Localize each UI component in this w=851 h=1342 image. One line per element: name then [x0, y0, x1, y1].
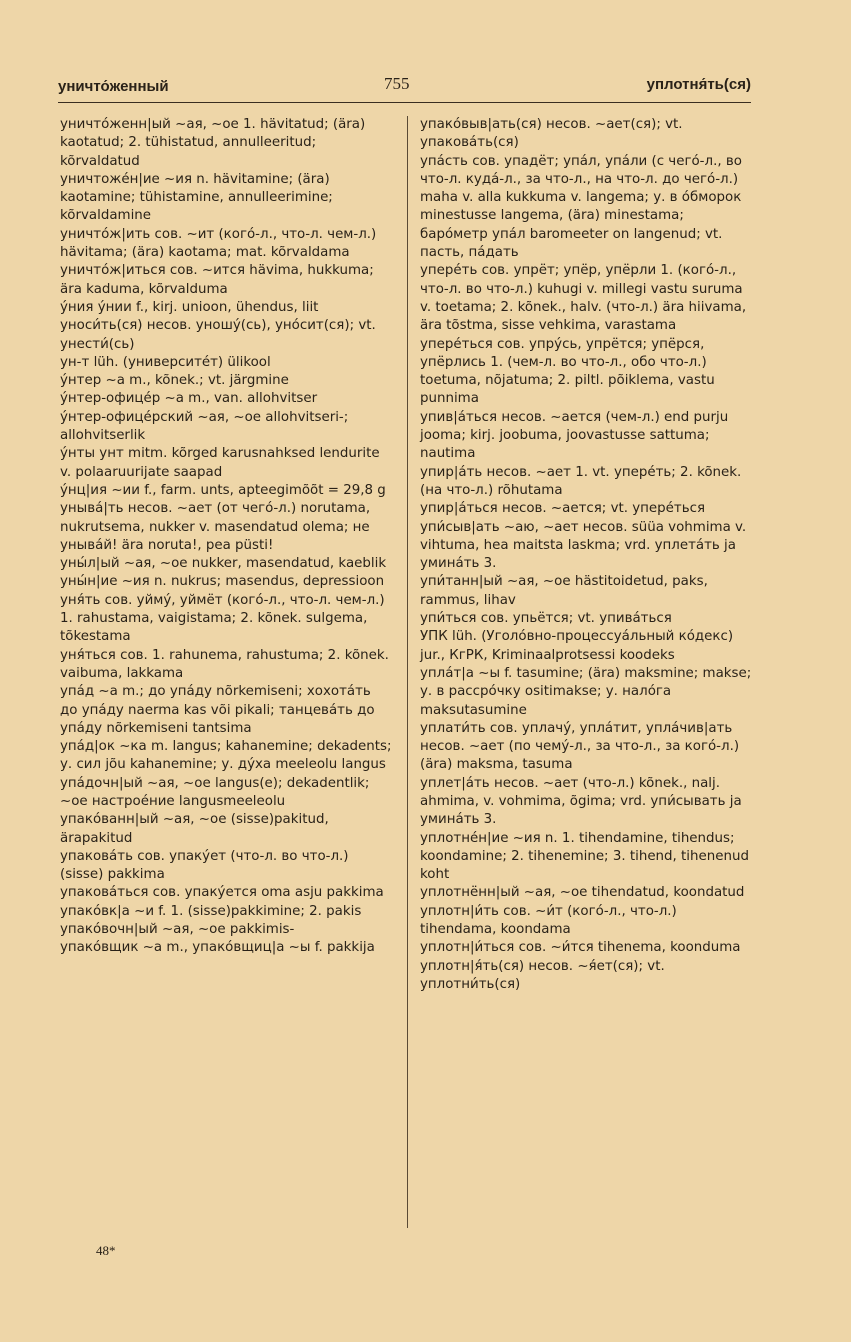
entry: уны́н|ие ~ия n. nukrus; masendus, depressioon	[60, 574, 385, 590]
entry: упа́д ~а m.; до упа́ду nõrkemiseni; хохота́ть до упа́ду naerma kas või pikali; танцева́ть до упа́ду nõrkemiseni tantsima	[60, 684, 375, 736]
entry: уплет|а́ть несов. ~ает (что-л.) kõnek., nalj. ahmima, v. vohmima, õgima; vrd. упи́сывать ja умина́ть 3.	[420, 775, 742, 828]
left-guide-word: уничто́женный	[58, 78, 169, 95]
entry: уничто́ж|ить сов. ~ит (кого́-л., что-л. чем-л.) hävitama; (ära) kaotama; mat. kõrvaldama	[60, 226, 377, 261]
entry: упи́сыв|ать ~аю, ~ает несов. süüa vohmima v. vihtuma, hea maitsta laskma; vrd. уплета́ть ja умина́ть 3.	[420, 519, 747, 572]
entry: уноси́ть(ся) несов. уношу́(сь), уно́сит(ся); vt. унести́(сь)	[60, 318, 376, 352]
entry: упир|а́ть несов. ~ает 1. vt. упере́ть; 2. kõnek. (на что-л.) rõhutama	[420, 464, 742, 498]
entry: уны́л|ый ~ая, ~ое nukker, masendatud, kaeblik	[60, 556, 387, 572]
entry: упи́танн|ый ~ая, ~ое hästitoidetud, paks, rammus, lihav	[420, 574, 708, 608]
entry: у́нты унт mitm. kõrged karusnahksed lendurite v. polaaruurijate saapad	[60, 446, 380, 480]
right-guide-word: уплотня́ть(ся)	[646, 76, 751, 93]
entry: у́нтер-офице́р ~а m., van. allohvitser	[60, 391, 318, 407]
signature-mark: 48*	[96, 1243, 116, 1258]
page-header	[58, 72, 751, 103]
entry: ун-т lüh. (университе́т) ülikool	[60, 354, 271, 370]
entry: у́нц|ия ~ии f., farm. unts, apteegimõõt = 29,8 g	[60, 482, 386, 498]
entry: упере́ться сов. упру́сь, упрётся; упёрся, упёрлись 1. (чем-л. во что-л., обо что-л.) toetuma, nõjatuma; 2. piltl. põiklema, vastu punnima	[420, 336, 715, 407]
entry: упере́ть сов. упрёт; упёр, упёрли 1. (кого́-л., что-л. во что-л.) kuhugi v. millegi vastu suruma v. toetama; 2. kõnek., halv. (что-л.) ära hiivama, ära tõstma, sisse vehkima, varastama	[420, 263, 747, 334]
entry: упла́т|а ~ы f. tasumine; (ära) maksmine; makse; у. в рассро́чку ositimakse; у. нало́га maksutasumine	[420, 665, 752, 718]
entry: унывá|ть несов. ~ает (от чего́-л.) norutama, nukrutsema, nukker v. masendatud olema; не уныва́й! ära noruta!, pea püsti!	[60, 501, 371, 553]
entry: упако́вщик ~а m., упако́вщиц|а ~ы f. pakkija	[60, 940, 375, 956]
entry: упако́вочн|ый ~ая, ~ое pakkimis-	[60, 922, 295, 938]
entry: упа́д|ок ~ка m. langus; kahanemine; dekadents; у. сил jõu kahanemine; у. ду́ха meeleolu langus	[60, 739, 392, 773]
left-column	[60, 116, 392, 958]
entry: уничто́ж|иться сов. ~ится hävima, hukkuma; ära kaduma, kõrvalduma	[60, 263, 374, 297]
entry: уня́ться сов. 1. rahunema, rahustuma; 2. kõnek. vaibuma, lakkama	[60, 647, 389, 681]
entry: упакова́ть сов. упаку́ет (что-л. во что-л.) (sisse) pakkima	[60, 848, 349, 883]
entry: уня́ть сов. уйму́, уймёт (кого́-л., что-л. чем-л.) 1. rahustama, vaigistama; 2. kõnek. sulgema, tõkestama	[60, 592, 385, 645]
page-number: 755	[384, 74, 410, 93]
entry: упир|а́ться несов. ~ается; vt. упере́ться	[420, 501, 706, 517]
entry: упи́ться сов. упьётся; vt. упива́ться	[420, 611, 672, 627]
entry: упако́ванн|ый ~ая, ~ое (sisse)pakitud, ärapakitud	[60, 812, 329, 846]
entry: упив|а́ться несов. ~ается (чем-л.) end purju jooma; kirj. joobuma, joovastusse sattuma; nautima	[420, 409, 729, 462]
entry: упако́выв|ать(ся) несов. ~ает(ся); vt. упакова́ть(ся)	[420, 117, 683, 151]
right-column	[420, 116, 752, 994]
entry: упакова́ться сов. упаку́ется oma asju pakkima	[60, 885, 384, 901]
entry: уплотн|и́ться сов. ~и́тся tihenema, koonduma	[420, 940, 741, 956]
entry: уплотне́н|ие ~ия n. 1. tihendamine, tihendus; koondamine; 2. tihenemine; 3. tihend, tihenenud koht	[420, 830, 749, 883]
entry: упако́вк|а ~и f. 1. (sisse)pakkimine; 2. pakis	[60, 903, 362, 919]
entry: уплати́ть сов. уплачу́, упла́тит, упла́чив|ать несов. ~ает (по чему́-л., за что-л., за кого́-л.) (ära) maksma, tasuma	[420, 720, 740, 773]
entry: уничто́женн|ый ~ая, ~ое 1. hävitatud; (ära) kaotatud; 2. tühistatud, annulleeritud; kõrvaldatud	[60, 117, 366, 169]
entry: уплотн|я́ть(ся) несов. ~я́ет(ся); vt. уплотни́ть(ся)	[420, 958, 665, 992]
column-divider	[407, 116, 408, 1228]
entry: уплотн|и́ть сов. ~и́т (кого́-л., что-л.) tihendama, koondama	[420, 903, 677, 938]
entry: упа́сть сов. упадёт; упа́л, упа́ли (с чего́-л., во что-л. куда́-л., за что-л., на что-л. до чего́-л.) maha v. alla kukkuma v. langema; у. в о́бморок minestusse langema, (ära) minestama; баро́метр упа́л baromeeter on langenud; vt. пасть, па́дать	[420, 153, 742, 261]
entry: у́нтер ~а m., kõnek.; vt. järgmine	[60, 373, 289, 389]
entry: у́ния у́нии f., kirj. unioon, ühendus, liit	[60, 299, 319, 315]
entry: УПК lüh. (Уголо́вно-процессуа́льный ко́декс) jur., КгРК, Kriminaalprotsessi koodeks	[420, 629, 734, 663]
entry: у́нтер-офице́рский ~ая, ~ое allohvitseri-; allohvitserlik	[60, 409, 349, 444]
entry: упа́дочн|ый ~ая, ~ое langus(e); dekadentlik; ~ое настрое́ние langusmeeleolu	[60, 775, 370, 809]
entry: уничтоже́н|ие ~ия n. hävitamine; (ära) kaotamine; tühistamine, annulleerimine; kõrvaldamine	[60, 171, 333, 224]
entry: уплотнённ|ый ~ая, ~ое tihendatud, koondatud	[420, 885, 745, 901]
